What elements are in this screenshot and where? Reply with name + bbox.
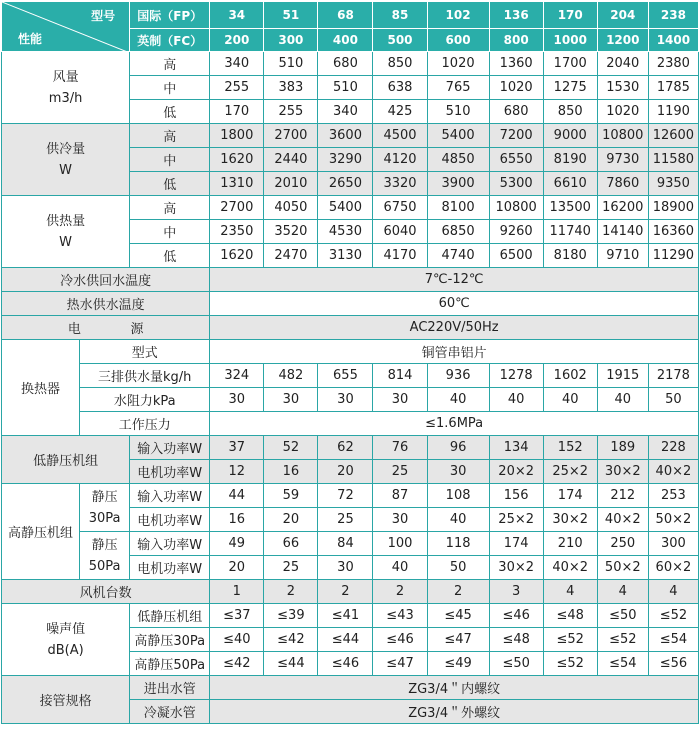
value-cell: ≤50 — [489, 652, 543, 676]
value-cell: 253 — [648, 484, 698, 508]
value-cell: 510 — [318, 76, 373, 100]
fp-model: 136 — [489, 2, 543, 29]
table-row — [2, 364, 699, 388]
value-cell: 5400 — [427, 124, 489, 148]
value-cell: 1 — [210, 580, 264, 604]
value-cell: 2178 — [648, 364, 698, 388]
fc-model: 200 — [210, 29, 264, 52]
value-cell: 1020 — [427, 52, 489, 76]
value-cell: 4170 — [373, 244, 427, 268]
value-cell: 6500 — [489, 244, 543, 268]
value-cell: ≤44 — [264, 652, 318, 676]
value-cell: 52 — [264, 436, 318, 460]
table-row — [2, 532, 699, 556]
value-cell: 4740 — [427, 244, 489, 268]
heating-label: 供热量 W — [2, 196, 130, 268]
value-cell: 76 — [373, 436, 427, 460]
value-cell: 8100 — [427, 196, 489, 220]
cold-water-temp-label: 冷水供回水温度 — [2, 268, 210, 292]
hs50-motor-label: 电机功率W — [130, 556, 210, 580]
fp-model: 102 — [427, 2, 489, 29]
value-cell: 1310 — [210, 172, 264, 196]
header-corner — [2, 2, 130, 52]
value-cell: 20 — [264, 508, 318, 532]
value-cell: 4050 — [264, 196, 318, 220]
value-cell: ≤46 — [318, 652, 373, 676]
value-cell: 2700 — [264, 124, 318, 148]
value-cell: 6040 — [373, 220, 427, 244]
value-cell: 1020 — [489, 76, 543, 100]
value-cell: 2 — [373, 580, 427, 604]
value-cell: 40 — [543, 388, 597, 412]
pipe-inlet-value: ZG3/4＂内螺纹 — [210, 676, 699, 700]
value-cell: 1360 — [489, 52, 543, 76]
value-cell: 30 — [318, 556, 373, 580]
value-cell: 9350 — [648, 172, 698, 196]
value-cell: 20×2 — [489, 460, 543, 484]
value-cell: ≤48 — [543, 604, 597, 628]
value-cell: 30 — [373, 508, 427, 532]
fc-model: 300 — [264, 29, 318, 52]
value-cell: 340 — [210, 52, 264, 76]
level-cell: 高 — [130, 124, 210, 148]
value-cell: 638 — [373, 76, 427, 100]
level-cell: 低 — [130, 172, 210, 196]
value-cell: 16360 — [648, 220, 698, 244]
value-cell: ≤40 — [210, 628, 264, 652]
value-cell: ≤46 — [489, 604, 543, 628]
value-cell: 210 — [543, 532, 597, 556]
value-cell: 4500 — [373, 124, 427, 148]
value-cell: 174 — [543, 484, 597, 508]
value-cell: 7200 — [489, 124, 543, 148]
value-cell: 30×2 — [543, 508, 597, 532]
value-cell: 8180 — [543, 244, 597, 268]
level-cell: 中 — [130, 148, 210, 172]
noise-row-label: 高静压30Pa — [130, 628, 210, 652]
perf-label: 性能 — [18, 32, 43, 46]
value-cell: 20 — [318, 460, 373, 484]
table-row — [2, 268, 699, 292]
value-cell: 340 — [318, 100, 373, 124]
hs50-input-label: 输入功率W — [130, 532, 210, 556]
value-cell: 30 — [318, 388, 373, 412]
fc-model: 1400 — [648, 29, 698, 52]
spec-table — [1, 1, 699, 724]
fc-model: 1200 — [597, 29, 648, 52]
value-cell: ≤45 — [427, 604, 489, 628]
value-cell: 30 — [427, 460, 489, 484]
value-cell: 4850 — [427, 148, 489, 172]
value-cell: 2700 — [210, 196, 264, 220]
value-cell: 40 — [597, 388, 648, 412]
value-cell: 1800 — [210, 124, 264, 148]
table-row — [2, 604, 699, 628]
he-type-label: 型式 — [80, 340, 210, 364]
value-cell: 30×2 — [489, 556, 543, 580]
table-row — [2, 52, 699, 76]
value-cell: 9730 — [597, 148, 648, 172]
cooling-label: 供冷量 W — [2, 124, 130, 196]
value-cell: ≤46 — [373, 628, 427, 652]
value-cell: 44 — [210, 484, 264, 508]
value-cell: 16 — [264, 460, 318, 484]
value-cell: 4530 — [318, 220, 373, 244]
fc-model: 400 — [318, 29, 373, 52]
fp-model: 170 — [543, 2, 597, 29]
value-cell: 25×2 — [489, 508, 543, 532]
fc-model: 500 — [373, 29, 427, 52]
value-cell: 2380 — [648, 52, 698, 76]
value-cell: 2650 — [318, 172, 373, 196]
value-cell: 152 — [543, 436, 597, 460]
fan-count-label: 风机台数 — [2, 580, 210, 604]
value-cell: 14140 — [597, 220, 648, 244]
value-cell: 3290 — [318, 148, 373, 172]
hs30-motor-label: 电机功率W — [130, 508, 210, 532]
value-cell: 40 — [427, 508, 489, 532]
value-cell: 11740 — [543, 220, 597, 244]
value-cell: 2350 — [210, 220, 264, 244]
low-static-label: 低静压机组 — [2, 436, 130, 484]
value-cell: 1530 — [597, 76, 648, 100]
value-cell: 30 — [264, 388, 318, 412]
level-cell: 低 — [130, 244, 210, 268]
ls-motor-label: 电机功率W — [130, 460, 210, 484]
value-cell: 510 — [427, 100, 489, 124]
level-cell: 高 — [130, 196, 210, 220]
value-cell: 40 — [373, 556, 427, 580]
value-cell: 49 — [210, 532, 264, 556]
value-cell: 228 — [648, 436, 698, 460]
pipe-drain-value: ZG3/4＂外螺纹 — [210, 700, 699, 724]
value-cell: 40×2 — [648, 460, 698, 484]
value-cell: ≤50 — [597, 604, 648, 628]
value-cell: 6750 — [373, 196, 427, 220]
value-cell: 11580 — [648, 148, 698, 172]
he-pressure-value: ≤1.6MPa — [210, 412, 699, 436]
level-cell: 高 — [130, 52, 210, 76]
hs30-input-label: 输入功率W — [130, 484, 210, 508]
value-cell: 4 — [597, 580, 648, 604]
fp-model: 34 — [210, 2, 264, 29]
value-cell: 62 — [318, 436, 373, 460]
he-pressure-label: 工作压力 — [80, 412, 210, 436]
power-supply-value: AC220V/50Hz — [210, 316, 699, 340]
value-cell: ≤41 — [318, 604, 373, 628]
value-cell: 4 — [648, 580, 698, 604]
value-cell: 300 — [648, 532, 698, 556]
pipe-label: 接管规格 — [2, 676, 130, 724]
value-cell: 40×2 — [543, 556, 597, 580]
value-cell: 850 — [373, 52, 427, 76]
table-row — [2, 124, 699, 148]
value-cell: 84 — [318, 532, 373, 556]
value-cell: 383 — [264, 76, 318, 100]
value-cell: ≤42 — [210, 652, 264, 676]
value-cell: 2440 — [264, 148, 318, 172]
value-cell: 255 — [210, 76, 264, 100]
value-cell: 3 — [489, 580, 543, 604]
fp-model: 85 — [373, 2, 427, 29]
value-cell: ≤49 — [427, 652, 489, 676]
value-cell: 18900 — [648, 196, 698, 220]
noise-label: 噪声值 dB(A) — [2, 604, 130, 676]
value-cell: 5400 — [318, 196, 373, 220]
table-row — [2, 436, 699, 460]
value-cell: 37 — [210, 436, 264, 460]
value-cell: 25×2 — [543, 460, 597, 484]
value-cell: 6550 — [489, 148, 543, 172]
value-cell: 2010 — [264, 172, 318, 196]
value-cell: 12 — [210, 460, 264, 484]
table-row — [2, 388, 699, 412]
value-cell: 87 — [373, 484, 427, 508]
high-static-label: 高静压机组 — [2, 484, 80, 580]
value-cell: 2 — [264, 580, 318, 604]
he-type-value: 铜管串铝片 — [210, 340, 699, 364]
value-cell: 66 — [264, 532, 318, 556]
value-cell: 25 — [373, 460, 427, 484]
he-water-label: 三排供水量kg/h — [80, 364, 210, 388]
value-cell: 13500 — [543, 196, 597, 220]
value-cell: 425 — [373, 100, 427, 124]
value-cell: 118 — [427, 532, 489, 556]
value-cell: 25 — [318, 508, 373, 532]
table-row — [2, 196, 699, 220]
value-cell: 212 — [597, 484, 648, 508]
value-cell: ≤47 — [373, 652, 427, 676]
value-cell: 3320 — [373, 172, 427, 196]
value-cell: 680 — [318, 52, 373, 76]
value-cell: ≤54 — [648, 628, 698, 652]
value-cell: ≤44 — [318, 628, 373, 652]
value-cell: 1190 — [648, 100, 698, 124]
value-cell: ≤52 — [543, 652, 597, 676]
value-cell: 2 — [427, 580, 489, 604]
table-row — [2, 580, 699, 604]
table-row — [2, 316, 699, 340]
value-cell: ≤54 — [597, 652, 648, 676]
value-cell: 40 — [489, 388, 543, 412]
value-cell: 20 — [210, 556, 264, 580]
he-resist-label: 水阻力kPa — [80, 388, 210, 412]
fp-model: 238 — [648, 2, 698, 29]
value-cell: 1620 — [210, 148, 264, 172]
table-row — [2, 676, 699, 700]
value-cell: 96 — [427, 436, 489, 460]
value-cell: 3520 — [264, 220, 318, 244]
value-cell: ≤52 — [543, 628, 597, 652]
value-cell: 10800 — [489, 196, 543, 220]
value-cell: 59 — [264, 484, 318, 508]
noise-row-label: 高静压50Pa — [130, 652, 210, 676]
value-cell: 255 — [264, 100, 318, 124]
value-cell: 1915 — [597, 364, 648, 388]
value-cell: 50 — [648, 388, 698, 412]
value-cell: 1602 — [543, 364, 597, 388]
value-cell: 30×2 — [597, 460, 648, 484]
value-cell: 134 — [489, 436, 543, 460]
value-cell: 9710 — [597, 244, 648, 268]
value-cell: 174 — [489, 532, 543, 556]
value-cell: 60×2 — [648, 556, 698, 580]
value-cell: 850 — [543, 100, 597, 124]
fp-model: 68 — [318, 2, 373, 29]
value-cell: 25 — [264, 556, 318, 580]
ls-input-label: 输入功率W — [130, 436, 210, 460]
value-cell: 30 — [210, 388, 264, 412]
value-cell: 50 — [427, 556, 489, 580]
value-cell: 680 — [489, 100, 543, 124]
noise-row-label: 低静压机组 — [130, 604, 210, 628]
value-cell: 12600 — [648, 124, 698, 148]
value-cell: 2040 — [597, 52, 648, 76]
value-cell: 7860 — [597, 172, 648, 196]
value-cell: 1020 — [597, 100, 648, 124]
value-cell: 16200 — [597, 196, 648, 220]
value-cell: 482 — [264, 364, 318, 388]
value-cell: 510 — [264, 52, 318, 76]
level-cell: 低 — [130, 100, 210, 124]
value-cell: 100 — [373, 532, 427, 556]
value-cell: 10800 — [597, 124, 648, 148]
table-row — [2, 292, 699, 316]
fc-model: 1000 — [543, 29, 597, 52]
value-cell: 40×2 — [597, 508, 648, 532]
value-cell: 9000 — [543, 124, 597, 148]
value-cell: 814 — [373, 364, 427, 388]
value-cell: 4120 — [373, 148, 427, 172]
value-cell: 3900 — [427, 172, 489, 196]
table-row — [2, 484, 699, 508]
value-cell: 6850 — [427, 220, 489, 244]
value-cell: ≤39 — [264, 604, 318, 628]
value-cell: ≤37 — [210, 604, 264, 628]
value-cell: 1620 — [210, 244, 264, 268]
value-cell: ≤52 — [597, 628, 648, 652]
value-cell: 2 — [318, 580, 373, 604]
value-cell: 108 — [427, 484, 489, 508]
airflow-label: 风量 m3/h — [2, 52, 130, 124]
value-cell: 6610 — [543, 172, 597, 196]
value-cell: 655 — [318, 364, 373, 388]
heat-exchanger-label: 换热器 — [2, 340, 80, 436]
value-cell: 30 — [373, 388, 427, 412]
table-row — [2, 340, 699, 364]
power-supply-label: 电 源 — [2, 316, 210, 340]
value-cell: ≤47 — [427, 628, 489, 652]
header-row-fp — [2, 2, 699, 29]
value-cell: 156 — [489, 484, 543, 508]
value-cell: ≤52 — [648, 604, 698, 628]
value-cell: ≤43 — [373, 604, 427, 628]
cold-water-temp-value: 7℃-12℃ — [210, 268, 699, 292]
value-cell: 8190 — [543, 148, 597, 172]
value-cell: 40 — [427, 388, 489, 412]
value-cell: ≤56 — [648, 652, 698, 676]
value-cell: 1275 — [543, 76, 597, 100]
intl-label: 国际（FP） — [130, 2, 210, 29]
value-cell: 50×2 — [648, 508, 698, 532]
value-cell: 189 — [597, 436, 648, 460]
value-cell: 3130 — [318, 244, 373, 268]
value-cell: 72 — [318, 484, 373, 508]
value-cell: 1278 — [489, 364, 543, 388]
value-cell: 765 — [427, 76, 489, 100]
value-cell: ≤42 — [264, 628, 318, 652]
hot-water-temp-label: 热水供水温度 — [2, 292, 210, 316]
value-cell: 3600 — [318, 124, 373, 148]
hs-50pa-label: 静压 50Pa — [80, 532, 130, 580]
pipe-drain-label: 冷凝水管 — [130, 700, 210, 724]
fp-model: 204 — [597, 2, 648, 29]
value-cell: 11290 — [648, 244, 698, 268]
hot-water-temp-value: 60℃ — [210, 292, 699, 316]
value-cell: 5300 — [489, 172, 543, 196]
fc-model: 600 — [427, 29, 489, 52]
value-cell: 1785 — [648, 76, 698, 100]
value-cell: 2470 — [264, 244, 318, 268]
imperial-label: 英制（FC） — [130, 29, 210, 52]
pipe-inlet-label: 进出水管 — [130, 676, 210, 700]
value-cell: 936 — [427, 364, 489, 388]
value-cell: 16 — [210, 508, 264, 532]
model-label: 型号 — [91, 9, 116, 23]
fp-model: 51 — [264, 2, 318, 29]
hs-30pa-label: 静压 30Pa — [80, 484, 130, 532]
value-cell: 170 — [210, 100, 264, 124]
value-cell: 1700 — [543, 52, 597, 76]
value-cell: 324 — [210, 364, 264, 388]
level-cell: 中 — [130, 220, 210, 244]
value-cell: 4 — [543, 580, 597, 604]
value-cell: 50×2 — [597, 556, 648, 580]
level-cell: 中 — [130, 76, 210, 100]
table-row — [2, 412, 699, 436]
fc-model: 800 — [489, 29, 543, 52]
value-cell: 9260 — [489, 220, 543, 244]
value-cell: ≤48 — [489, 628, 543, 652]
value-cell: 250 — [597, 532, 648, 556]
